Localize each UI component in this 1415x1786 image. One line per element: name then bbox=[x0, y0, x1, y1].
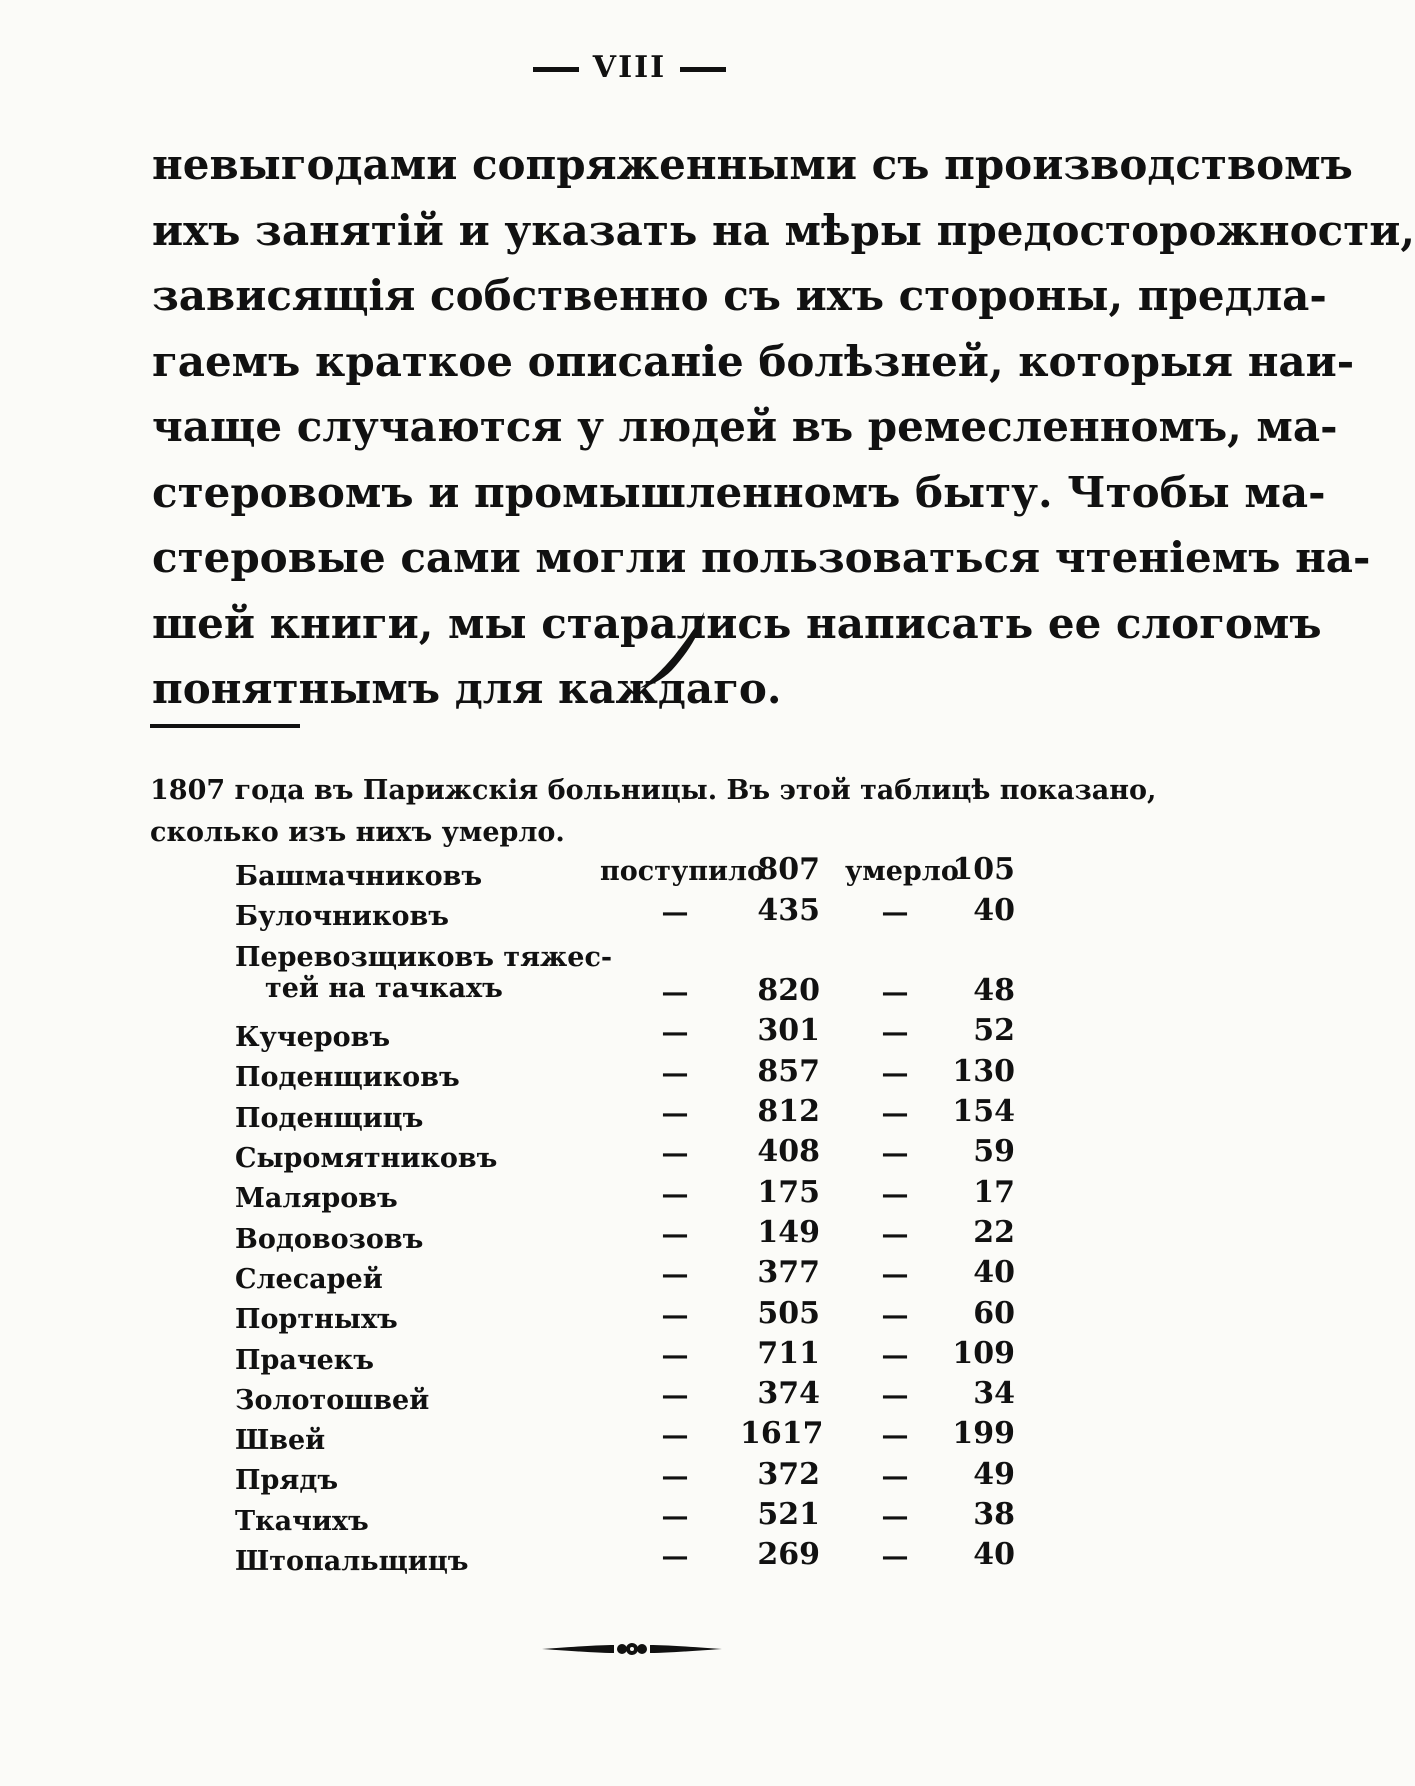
table-row bbox=[235, 1295, 1035, 1338]
table-row bbox=[235, 852, 1035, 895]
row-dash: — bbox=[661, 1218, 689, 1250]
row-dash: — bbox=[881, 896, 909, 928]
row-died: 38 bbox=[973, 1497, 1015, 1533]
table-row bbox=[235, 1537, 1035, 1580]
table-row bbox=[235, 1456, 1035, 1499]
row-dash: — bbox=[881, 1178, 909, 1210]
row-admitted: 301 bbox=[757, 1013, 820, 1049]
row-dash: — bbox=[661, 977, 689, 1009]
table-row bbox=[235, 1174, 1035, 1217]
row-occupation: Портныхъ bbox=[235, 1304, 398, 1336]
row-admitted: 408 bbox=[757, 1134, 820, 1170]
row-dash: — bbox=[881, 1460, 909, 1492]
row-dash: — bbox=[881, 1299, 909, 1331]
row-dash: — bbox=[881, 1218, 909, 1250]
row-occupation: Прачекъ bbox=[235, 1344, 375, 1376]
row-admitted: 812 bbox=[757, 1094, 820, 1130]
table-row bbox=[235, 1013, 1035, 1056]
table-row bbox=[235, 1094, 1035, 1137]
row-occupation: Швей bbox=[235, 1425, 326, 1457]
row-dash: — bbox=[661, 1178, 689, 1210]
row-dash: — bbox=[661, 1299, 689, 1331]
row-admitted: 149 bbox=[757, 1214, 820, 1250]
row-dash: — bbox=[881, 1098, 909, 1130]
table-row bbox=[235, 1214, 1035, 1258]
row-admitted: 521 bbox=[757, 1497, 820, 1533]
table-intro bbox=[150, 770, 1157, 854]
header-dash-left bbox=[533, 67, 579, 72]
row-dash: — bbox=[881, 977, 909, 1009]
row-dash: — bbox=[881, 1259, 909, 1291]
paragraph-line: гаемъ краткое описаніе болѣзней, которыя наи- bbox=[152, 336, 1355, 386]
row-died: 49 bbox=[973, 1456, 1015, 1492]
section-rule bbox=[150, 724, 300, 728]
row-died: 60 bbox=[973, 1295, 1015, 1331]
row-died: 48 bbox=[973, 973, 1015, 1009]
row-dash: — bbox=[881, 1057, 909, 1089]
row-admitted: 374 bbox=[757, 1376, 820, 1412]
page-number: VIII bbox=[592, 50, 667, 85]
table-row bbox=[235, 1335, 1035, 1379]
row-admitted: 377 bbox=[757, 1255, 820, 1291]
row-dash: — bbox=[661, 1057, 689, 1089]
row-died: 199 bbox=[952, 1416, 1015, 1452]
row-occupation: Штопальщицъ bbox=[235, 1546, 469, 1578]
paragraph-line: понятнымъ для каждаго. bbox=[152, 664, 782, 713]
paragraph-line: стеровые сами могли пользоваться чтеніемъ на- bbox=[152, 533, 1371, 582]
row-occupation: Булочниковъ bbox=[235, 901, 449, 933]
row-admitted: 435 bbox=[757, 892, 820, 928]
row-died: 130 bbox=[952, 1053, 1015, 1089]
row-dash: — bbox=[661, 1138, 689, 1170]
row-occupation: Ткачихъ bbox=[235, 1505, 369, 1537]
row-died: 40 bbox=[973, 892, 1015, 928]
header-dash-right bbox=[680, 67, 726, 72]
paragraph-line: стеровомъ и промышленномъ быту. Чтобы ма- bbox=[152, 467, 1326, 517]
paragraph-line: шей книги, мы старались написать ее слогомъ bbox=[152, 598, 1322, 648]
row-dash: — bbox=[881, 1017, 909, 1049]
row-occupation: Прядъ bbox=[235, 1465, 339, 1497]
row-dash: — bbox=[881, 1541, 909, 1573]
row-dash: — bbox=[881, 1420, 909, 1452]
mortality-table bbox=[235, 852, 1035, 1580]
row-occupation: Башмачниковъ bbox=[235, 861, 483, 892]
row-dash: — bbox=[881, 1339, 909, 1371]
row-dash: — bbox=[881, 1138, 909, 1170]
row-dash: — bbox=[881, 1380, 909, 1412]
row-died: 154 bbox=[952, 1094, 1015, 1130]
row-admitted: 269 bbox=[757, 1537, 820, 1573]
row-dash: — bbox=[661, 1339, 689, 1371]
row-died: 40 bbox=[973, 1255, 1015, 1291]
row-admitted: 1617 bbox=[740, 1416, 824, 1452]
row-dash: — bbox=[661, 1420, 689, 1452]
row-dash: — bbox=[661, 896, 689, 928]
row-occupation-part2: тей на тачкахъ bbox=[265, 972, 503, 1004]
row-occupation-part1: Перевозщиковъ тяжес- bbox=[235, 941, 613, 973]
row-admitted: 372 bbox=[757, 1456, 820, 1492]
table-row bbox=[235, 1376, 1035, 1419]
table-row bbox=[235, 1416, 1035, 1459]
intro-line: сколько изъ нихъ умерло. bbox=[150, 817, 565, 848]
row-occupation: Водовозовъ bbox=[235, 1223, 424, 1255]
row-admitted: 820 bbox=[757, 973, 820, 1009]
row-occupation: Поденщицъ bbox=[235, 1102, 424, 1134]
table-row bbox=[235, 936, 1035, 1017]
row-occupation: Кучеровъ bbox=[235, 1022, 391, 1054]
table-row bbox=[235, 1053, 1035, 1096]
row-occupation: Слесарей bbox=[235, 1263, 383, 1295]
row-dash: — bbox=[661, 1501, 689, 1533]
row-admitted: 857 bbox=[757, 1053, 820, 1089]
paragraph-line: ихъ занятій и указать на мѣры предосторожности, bbox=[152, 205, 1415, 255]
row-dash: — bbox=[661, 1541, 689, 1573]
table-row bbox=[235, 892, 1035, 935]
row-admitted: 175 bbox=[757, 1174, 820, 1210]
intro-line: 1807 года въ Парижскія больницы. Въ этой таблицѣ показано, bbox=[150, 775, 1157, 806]
row-died: 17 bbox=[973, 1174, 1015, 1210]
tailpiece-ornament-icon bbox=[542, 1636, 722, 1662]
row-dash: — bbox=[661, 1380, 689, 1412]
row-died: 40 bbox=[973, 1537, 1015, 1573]
row-died: 52 bbox=[973, 1013, 1015, 1049]
paragraph-line: невыгодами сопряженными съ производствомъ bbox=[152, 140, 1353, 189]
row-occupation: Маляровъ bbox=[235, 1183, 398, 1215]
paragraph-line: чаще случаются у людей въ ремесленномъ, ма- bbox=[152, 402, 1338, 451]
table-row bbox=[235, 1255, 1035, 1298]
row-died-label: умерло bbox=[845, 856, 959, 888]
row-dash: — bbox=[661, 1460, 689, 1492]
row-died: 109 bbox=[952, 1335, 1015, 1371]
row-died: 34 bbox=[973, 1376, 1015, 1412]
row-dash: — bbox=[881, 1501, 909, 1533]
row-admitted: 505 bbox=[757, 1295, 820, 1331]
table-row bbox=[235, 1497, 1035, 1540]
row-occupation bbox=[235, 942, 612, 1004]
row-died: 59 bbox=[973, 1134, 1015, 1170]
row-admitted: 711 bbox=[757, 1335, 820, 1371]
row-occupation: Сыромятниковъ bbox=[235, 1143, 498, 1175]
row-died: 105 bbox=[952, 852, 1015, 888]
paragraph-line: зависящія собственно съ ихъ стороны, предла- bbox=[152, 271, 1327, 320]
row-admitted-label: поступило bbox=[600, 856, 766, 888]
table-row bbox=[235, 1134, 1035, 1177]
row-admitted: 807 bbox=[757, 852, 820, 888]
row-died: 22 bbox=[973, 1214, 1015, 1250]
pen-flourish-icon bbox=[632, 608, 722, 698]
row-dash: — bbox=[661, 1017, 689, 1049]
row-occupation: Золотошвей bbox=[235, 1384, 430, 1416]
row-dash: — bbox=[661, 1259, 689, 1291]
page-header bbox=[0, 50, 1259, 85]
row-dash: — bbox=[661, 1098, 689, 1130]
row-occupation: Поденщиковъ bbox=[235, 1062, 460, 1094]
